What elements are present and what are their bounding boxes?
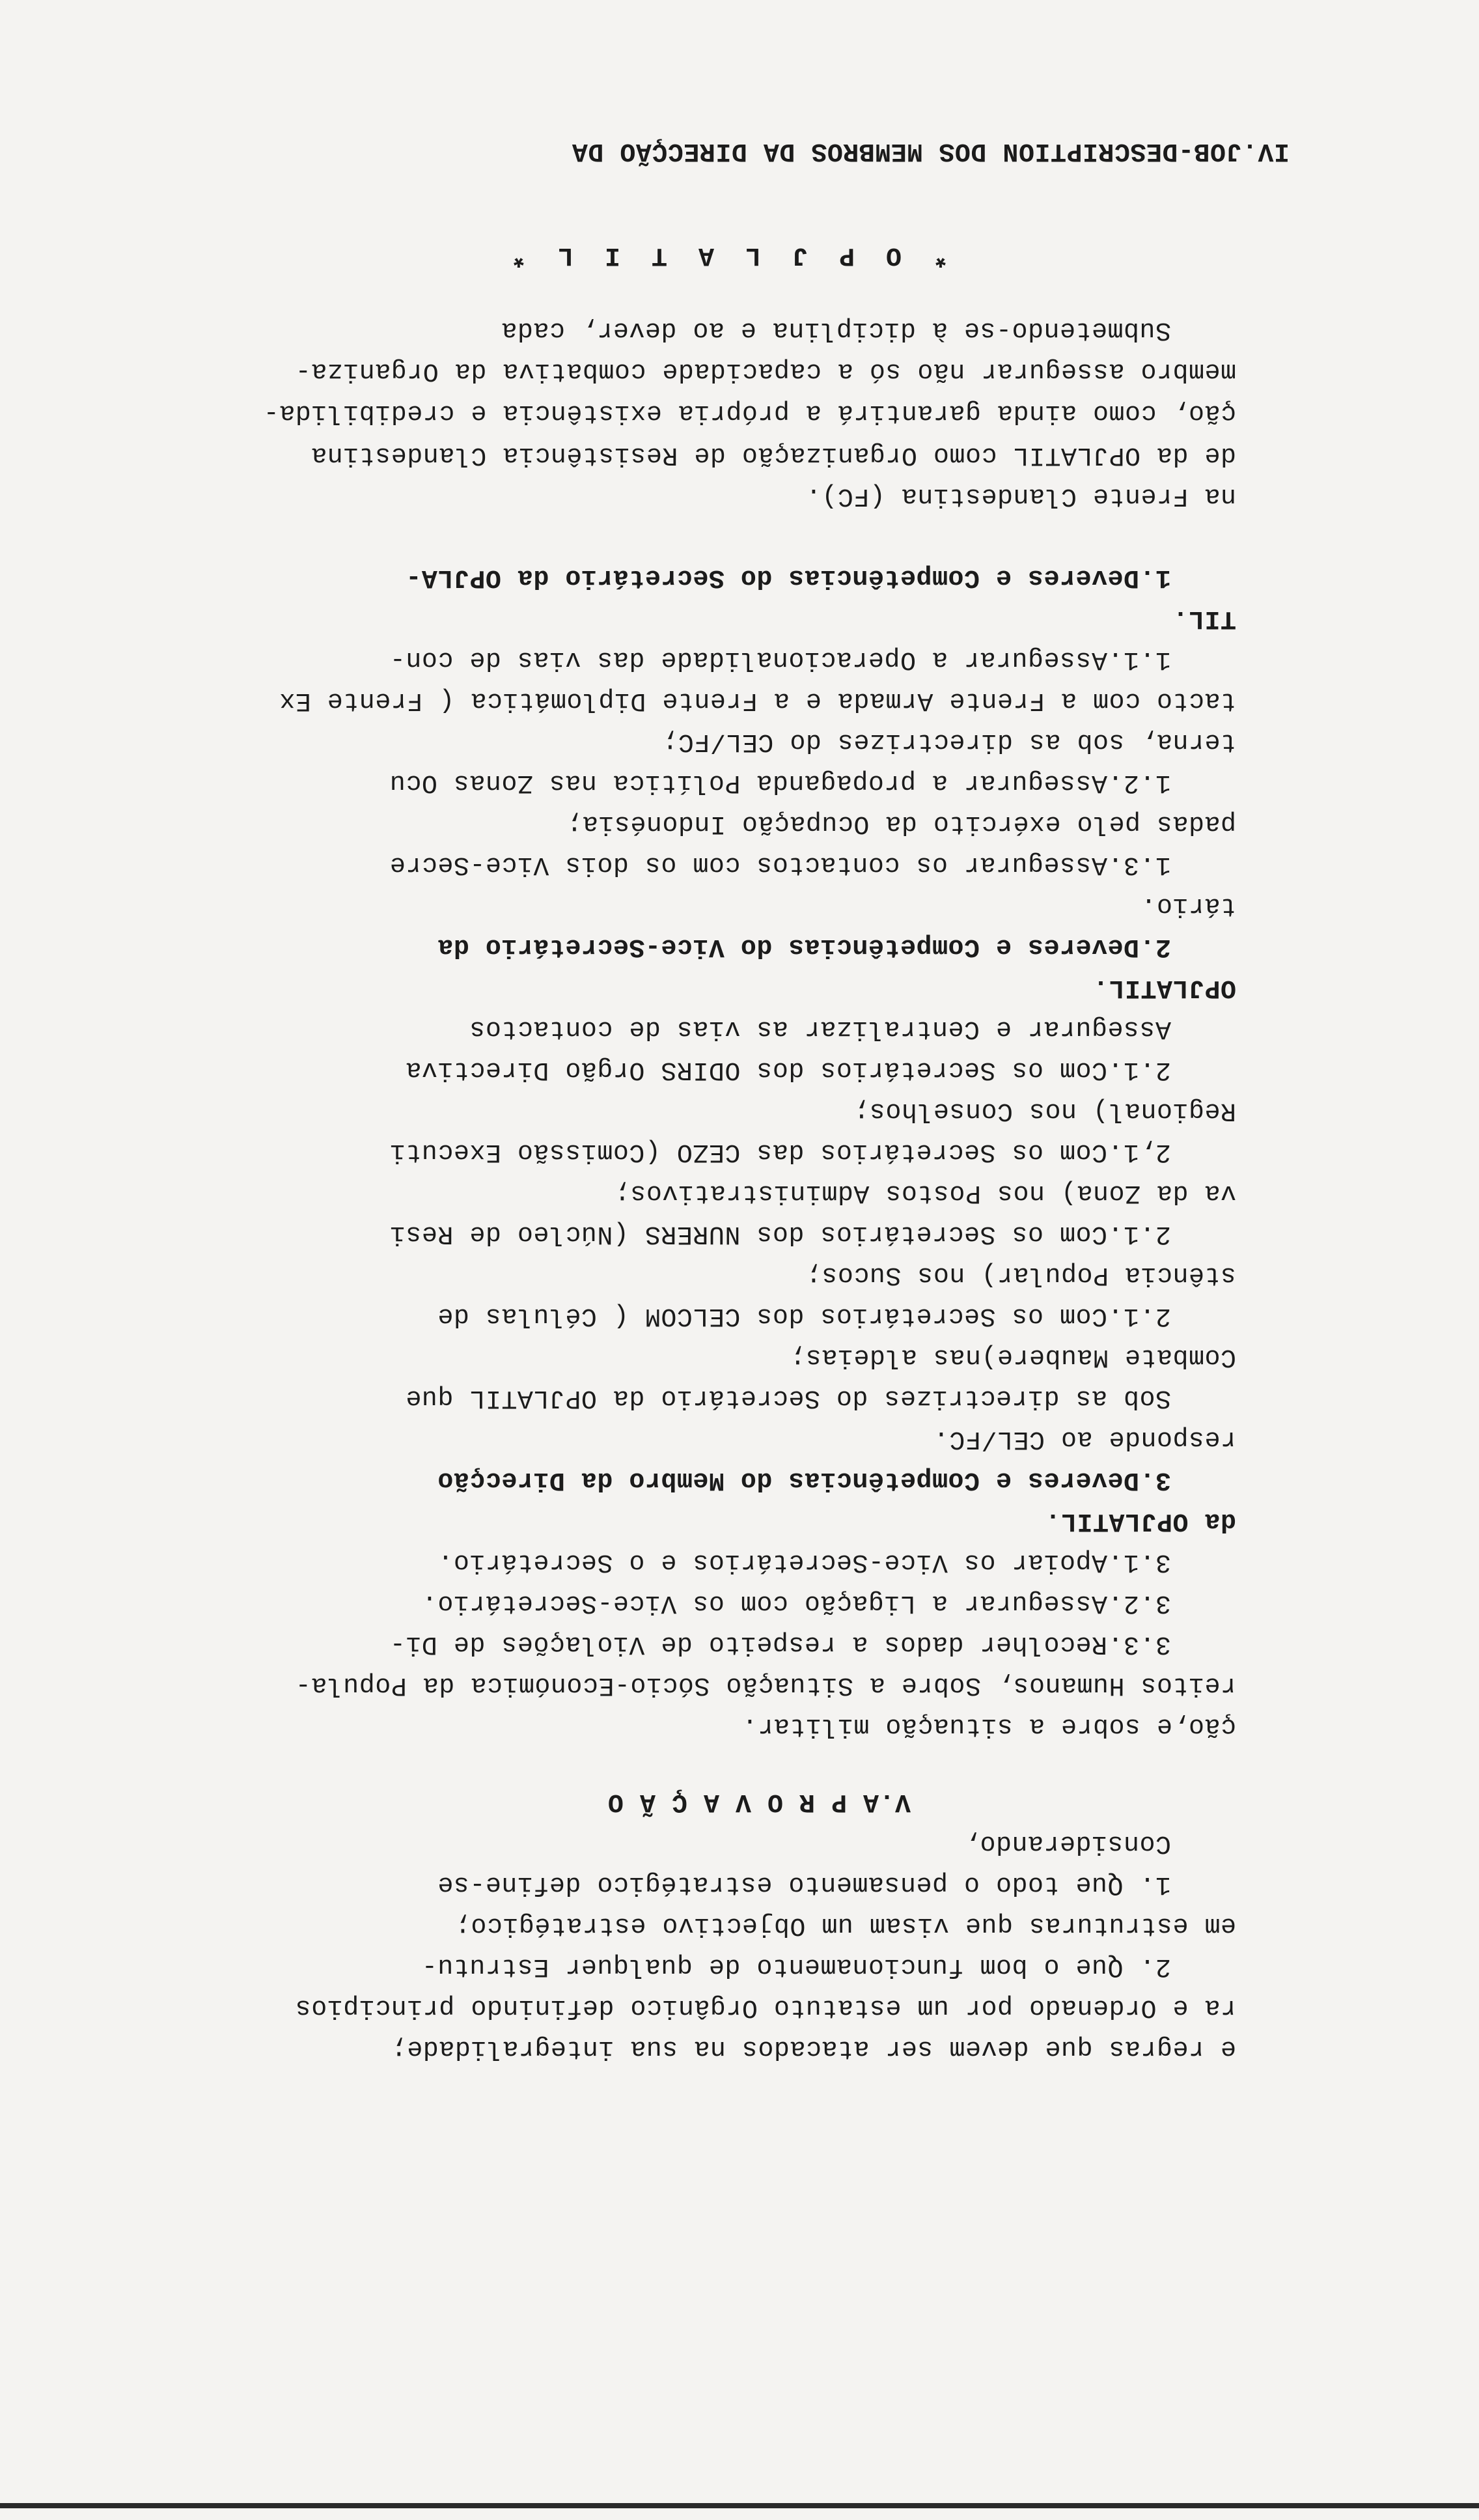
text-line: TIL.	[1172, 604, 1236, 633]
subsection-heading: 3.Deveres e Competências do Membro da Direcção	[437, 1465, 1171, 1494]
text-line: 3.3.Recolher dados a respeito de Violações de Di-	[389, 1629, 1171, 1659]
text-line: terna, sob as directrizes do CEL/FC;	[661, 727, 1236, 756]
text-line: 2.1.Com os Secretários dos NURERS (Núcleo de Resi	[389, 1219, 1171, 1248]
section-heading: IV.JOB-DESCRIPTION DOS MEMBROS DA DIRECÇÃO DA	[572, 136, 1290, 165]
text-line: de da OPJLATIL como Organização de Resistência Clandestina	[311, 440, 1236, 469]
subsection-heading: 1.Deveres e Competências do Secretário da OPJLA-	[405, 563, 1171, 592]
text-line: e regras que devem ser atacados na sua integralidade;	[391, 2034, 1236, 2063]
organization-title: * O P J L A T I L *	[503, 240, 948, 270]
section-heading-approval: V.A P R O V A Ç Ã O	[607, 1787, 911, 1816]
text-line: ra e Ordenado por um estatuto Orgânico definindo principios	[295, 1993, 1236, 2022]
text-line: Regional) nos Conselhos;	[853, 1096, 1236, 1125]
text-line: Sob as directrizes do Secretário da OPJLATIL que	[405, 1383, 1171, 1412]
text-line: va da Zona) nos Postos Administrativos;	[614, 1178, 1236, 1207]
text-line: tário.	[1140, 891, 1236, 920]
text-line: Assegurar e Centralizar as vias de contactos	[469, 1014, 1171, 1043]
text-line: 3.1.Apoiar os Vice-Secretários e o Secretário.	[437, 1547, 1171, 1576]
text-line: padas pelo exército da Ocupação Indonésia;	[566, 809, 1236, 838]
text-line: 2.1.Com os Secretários dos ODIRS Orgão Directiva	[405, 1055, 1171, 1084]
text-line: reitos Humanos, Sobre a Situação Sócio-Económica da Popula-	[295, 1670, 1236, 1700]
text-line: responde ao CEL/FC.	[933, 1424, 1236, 1453]
text-line: 1. Que todo o pensamento estratégico define-se	[437, 1869, 1171, 1899]
text-line: em estruturas que visam um Objectivo estratégico;	[454, 1911, 1236, 1940]
text-line: stência Popular) nos Sucos;	[805, 1260, 1236, 1289]
text-line: 3.2.Assegurar a Ligação com os Vice-Secretário.	[421, 1588, 1171, 1617]
text-line: tacto com a Frente Armada e a Frente Diplomática ( Frente Ex	[279, 686, 1236, 715]
text-line: 1.1.Assegurar a Operacionalidade das vias de con-	[389, 645, 1171, 674]
text-line: Considerando,	[963, 1828, 1171, 1858]
text-line: membro assegurar não só a capacidade combativa da Organiza-	[295, 356, 1236, 385]
subsection-heading: 2.Deveres e Competências do Vice-Secretário da	[437, 932, 1171, 961]
text-line: Combate Maubere)nas aldeias;	[789, 1342, 1236, 1371]
text-line: 2,1.Com os Secretários das CEZO (Comissão Executi	[389, 1137, 1171, 1166]
text-line: da OPJLATIL.	[1044, 1506, 1236, 1535]
text-line: ção,e sobre a situação militar.	[741, 1711, 1236, 1741]
text-line: 1.2.Assegurar a propaganda Política nas Zonas Ocu	[389, 768, 1171, 797]
text-line: 2.1.Com os Secretários dos CELCOM ( Células de	[437, 1301, 1171, 1330]
text-line: ção, como ainda garantirá a própria existência e credibilida-	[263, 398, 1236, 427]
page-edge-rule	[0, 2503, 1479, 2508]
text-line: 2. Que o bom funcionamento de qualquer Estrutu-	[421, 1952, 1171, 1981]
text-line: na Frente Clandestina (FC).	[805, 481, 1236, 511]
text-line: Submetendo-se à diciplina e ao dever, cada	[501, 315, 1171, 344]
text-line: OPJLATIL.	[1092, 973, 1236, 1002]
text-line: 1.3.Assegurar os contactos com os dois Vice-Secre	[389, 850, 1171, 879]
